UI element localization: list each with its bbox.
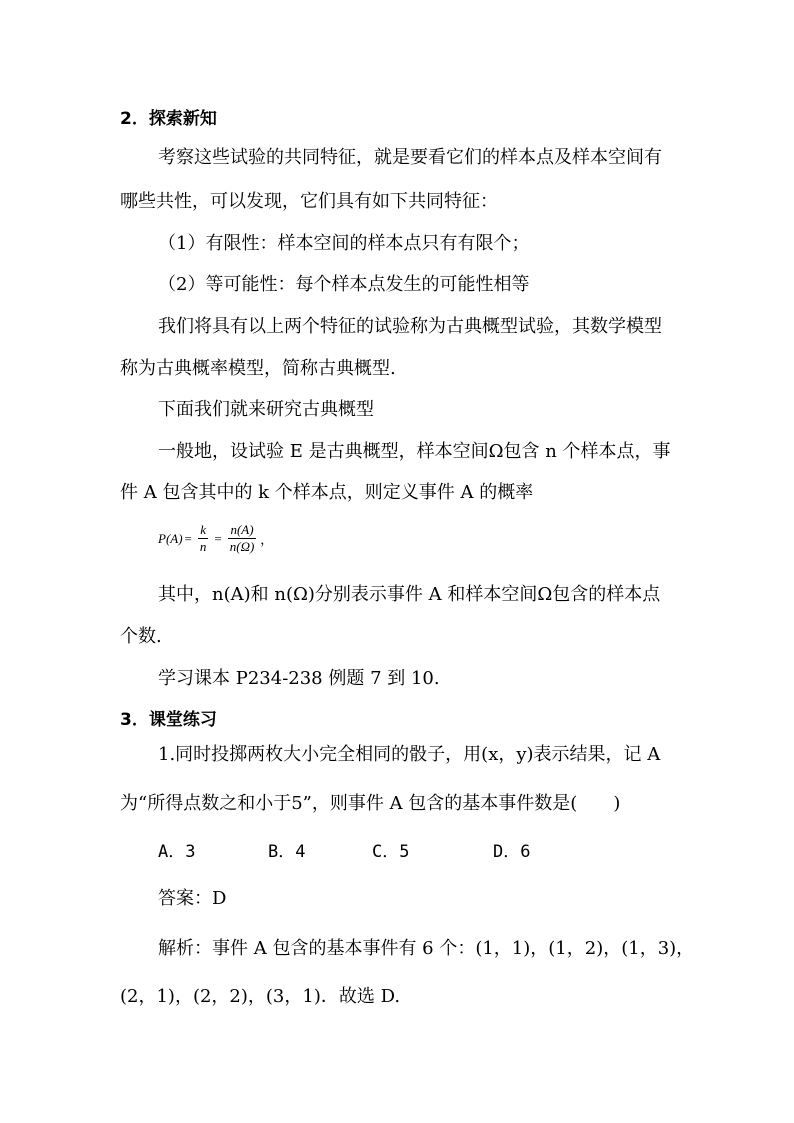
formula-fraction-k-over-n bbox=[198, 522, 209, 555]
analysis-line-2: (2，1)，(2，2)，(3，1)．故选 D. bbox=[120, 986, 401, 1007]
formula-equals-1: = bbox=[184, 530, 192, 546]
paragraph-6: 学习课本 P234-238 例题 7 到 10. bbox=[158, 668, 440, 689]
question-line-1: 1.同时投掷两枚大小完全相同的骰子，用(x，y)表示结果，记 A bbox=[158, 744, 661, 765]
answer: 答案：D bbox=[158, 888, 227, 909]
paragraph-1-line-2: 哪些共性，可以发现，它们具有如下共同特征： bbox=[120, 191, 498, 212]
feature-item-2: （2）等可能性：每个样本点发生的可能性相等 bbox=[158, 274, 530, 295]
feature-item-1: （1）有限性：样本空间的样本点只有有限个； bbox=[158, 233, 530, 254]
paragraph-3: 下面我们就来研究古典概型 bbox=[158, 399, 374, 420]
paragraph-2-line-1: 我们将具有以上两个特征的试验称为古典概型试验，其数学模型 bbox=[158, 316, 662, 337]
option-d: D．6 bbox=[493, 842, 531, 862]
question-line-2: 为“所得点数之和小于5”，则事件 A 包含的基本事件数是( ) bbox=[120, 793, 621, 814]
formula-tail: ， bbox=[260, 532, 274, 547]
formula-lhs: P(A) bbox=[158, 530, 183, 546]
paragraph-4-line-1: 一般地，设试验 E 是古典概型，样本空间Ω包含 n 个样本点，事 bbox=[158, 441, 671, 462]
paragraph-1-line-1: 考察这些试验的共同特征，就是要看它们的样本点及样本空间有 bbox=[158, 147, 662, 168]
paragraph-5-line-2: 个数. bbox=[120, 626, 162, 647]
probability-formula bbox=[158, 522, 273, 555]
formula-fraction-nA-over-nOmega bbox=[228, 522, 257, 555]
paragraph-5-line-1: 其中，n(A)和 n(Ω)分别表示事件 A 和样本空间Ω包含的样本点 bbox=[158, 584, 661, 605]
paragraph-4-line-2: 件 A 包含其中的 k 个样本点，则定义事件 A 的概率 bbox=[120, 482, 534, 503]
option-b: B．4 bbox=[268, 842, 306, 862]
section-2-heading: 2．探索新知 bbox=[120, 109, 217, 129]
formula-equals-2: = bbox=[214, 530, 222, 546]
fraction-numerator: k bbox=[200, 522, 207, 537]
fraction-denominator: n(Ω) bbox=[229, 539, 255, 554]
option-a: A．3 bbox=[158, 842, 196, 862]
fraction-numerator: n(A) bbox=[230, 522, 254, 537]
paragraph-2-line-2: 称为古典概率模型，简称古典概型. bbox=[120, 358, 396, 379]
analysis-line-1: 解析：事件 A 包含的基本事件有 6 个：(1，1)，(1，2)，(1，3)， bbox=[158, 938, 695, 959]
fraction-denominator: n bbox=[199, 539, 207, 554]
option-c: C．5 bbox=[372, 842, 410, 862]
section-3-heading: 3．课堂练习 bbox=[120, 710, 217, 730]
